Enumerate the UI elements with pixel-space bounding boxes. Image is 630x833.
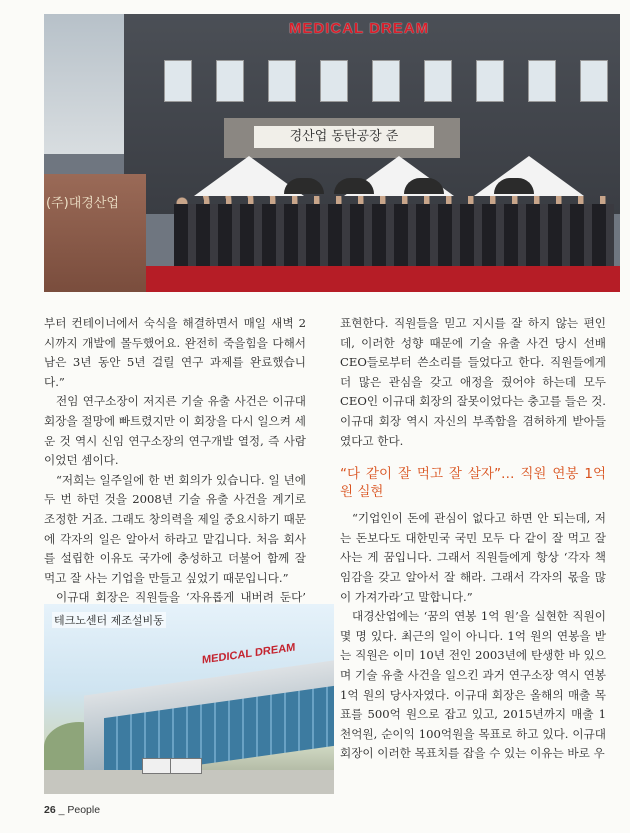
red-carpet [124, 266, 620, 292]
ceremony-photo [44, 14, 620, 292]
page-number: 26 [44, 804, 56, 816]
paragraph: 표현한다. 직원들을 믿고 지시를 잘 하지 않는 편인데, 이러한 성향 때문에 기술 유출 사건 당시 선배 CEO들로부터 쓴소리를 들었다고 한다. 직원들에게 더 많은 관심을 갖고 애정을 줬어야 하는데 모두 CEO인 이규대 회장의 잘못이었다는 충고를 들은 것. 이규대 회장 역시 자신의 부족함을 겸허하게 받아들였다고 한다. [340, 316, 606, 448]
paragraph: “기업인이 돈에 관심이 없다고 하면 안 되는데, 저는 돈보다도 대한민국 국민 모두 다 같이 잘 먹고 잘 사는 게 꿈입니다. 그래서 직원들에게 항상 ‘각자 책임감을 갖고 알아서 잘 해라. 그래서 각자의 몫을 많이 가져가라’고 말합니다.” [340, 511, 606, 604]
roof-sign: MEDICAL DREAM [288, 20, 430, 37]
section-name: _ People [58, 804, 101, 816]
paragraph: 전임 연구소장이 저지른 기술 유출 사건은 이규대 회장을 절망에 빠트렸지만 이 회장을 다시 일으켜 세운 것 역시 신임 연구소장의 연구개발 열정, 즉 사람이었던 셈이다. [44, 394, 306, 468]
building-sign: MEDICAL DREAM [202, 641, 296, 667]
paragraph: 부터 컨테이너에서 숙식을 해결하면서 매일 새벽 2시까지 개발에 몰두했어요. 완전히 죽을힘을 다해서 남은 3년 동안 5년 걸릴 연구 과제를 완료했습니다.” [44, 316, 306, 389]
paragraph: 이규대 회장은 직원들을 ‘자유롭게 내버려 둔다’ [56, 590, 306, 605]
crowd [174, 204, 614, 272]
entrance-sign: 경산업 동탄공장 준 [254, 126, 434, 148]
section-subheading: “다 같이 잘 먹고 잘 살자”… 직원 연봉 1억 원 실현 [340, 466, 606, 501]
techno-center-photo [44, 604, 334, 794]
vehicle [170, 758, 202, 774]
paragraph: “저희는 일주일에 한 번 회의가 있습니다. 일 년에 두 번 하던 것을 2008년 기술 유출 사건을 계기로 조정한 거죠. 그래도 창의력을 제일 중요시하기 때문에 각자의 일은 알아서 하라고 맡깁니다. 처음 회사를 설립한 이유도 국가에 충성하고 더불어 함께 잘 먹고 잘 사는 기업을 만들고 싶었기 때문입니다.” [44, 472, 306, 585]
page-footer [44, 804, 100, 816]
left-column [44, 314, 306, 628]
paragraph: 대경산업에는 ‘꿈의 연봉 1억 원’을 실현한 직원이 몇 명 있다. 최근의 일이 아니다. 1억 원의 연봉을 받는 직원은 이미 10년 전인 2003년에 탄생한 바 있으며 기술 유출 사건을 일으킨 과거 연구소장 역시 연봉 1억 원의 당사자였다. 이규대 회장은 올해의 매출 목표를 500억 원으로 잡고 있고, 2015년까지 매출 1천억원, 순이익 100억원을 목표로 하고 있다. 이규대 회장이 이러한 목표치를 잡을 수 있는 이유는 바로 우 [340, 609, 606, 761]
photo-caption: 테크노센터 제조설비동 [54, 614, 164, 627]
right-column [340, 314, 606, 764]
booth-sign: (주)대경산업 [46, 196, 119, 211]
